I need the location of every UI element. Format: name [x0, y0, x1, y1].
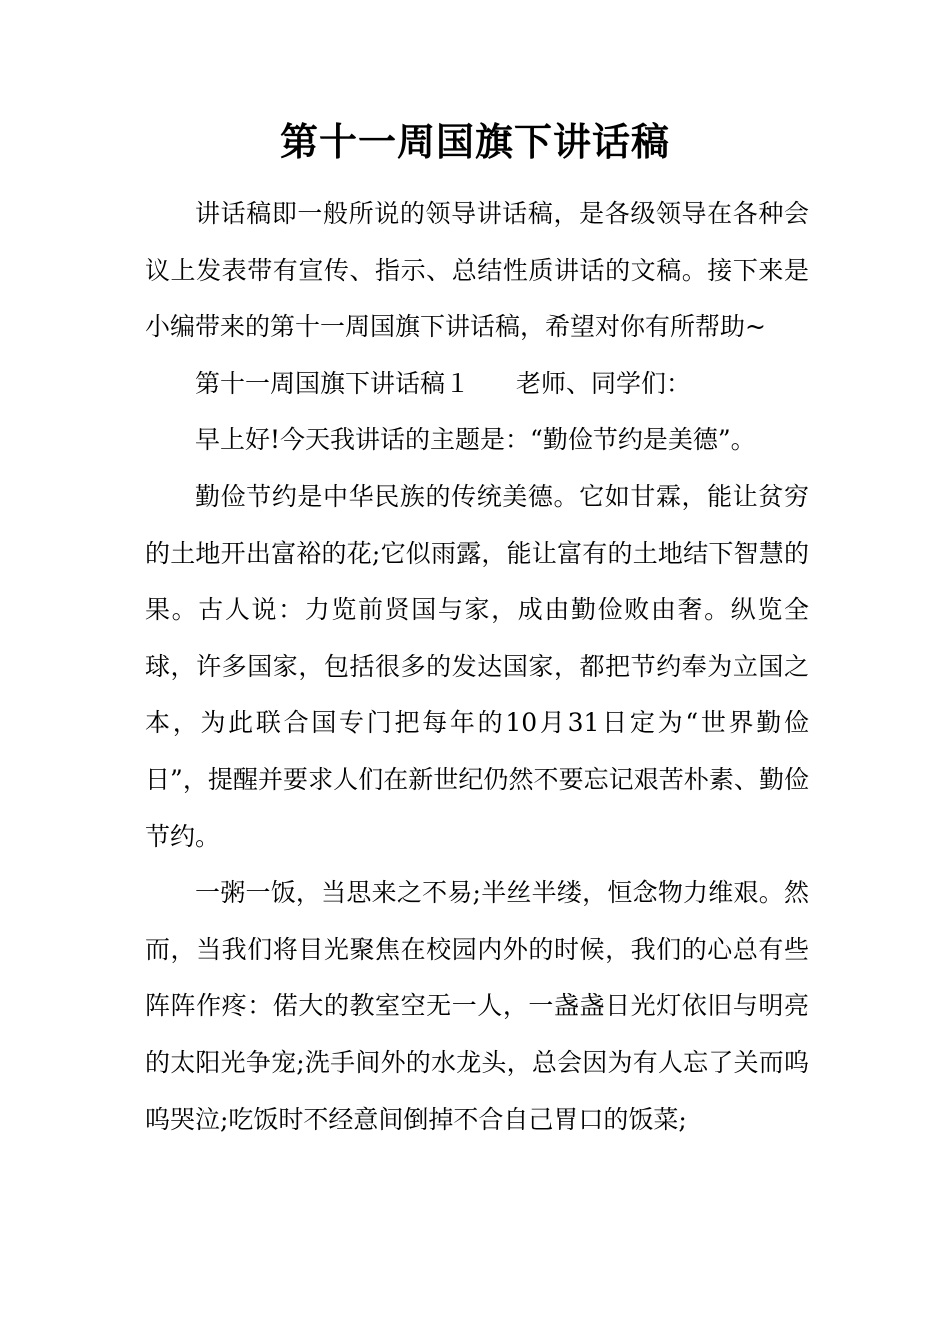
greeting-paragraph: 早上好!今天我讲话的主题是：“勤俭节约是美德”。 — [195, 425, 756, 455]
document-body — [145, 186, 809, 1148]
salutation: 老师、同学们： — [516, 368, 692, 398]
section-heading-line — [145, 356, 809, 413]
document-title: 第十一周国旗下讲话稿 — [279, 119, 670, 164]
body-paragraph-thrift: 勤俭节约是中华民族的传统美德。它如甘霖，能让贫穷的土地开出富裕的花;它似雨露，能让富有的土地结下智慧的果。古人说：力览前贤国与家，成由勤俭败由奢。纵览全球，许多国家，包括很多的发达国家，都把节约奉为立国之本，为此联合国专门把每年的10月31日定为“世界勤俭日”，提醒并要求人们在新世纪仍然不要忘记艰苦朴素、勤俭节约。 — [145, 481, 809, 851]
intro-paragraph: 讲话稿即一般所说的领导讲话稿，是各级领导在各种会议上发表带有宣传、指示、总结性质讲话的文稿。接下来是小编带来的第十一周国旗下讲话稿，希望对你有所帮助~ — [145, 199, 809, 342]
body-paragraph-waste: 一粥一饭，当思来之不易;半丝半缕，恒念物力维艰。然而，当我们将目光聚焦在校园内外的时候，我们的心总有些阵阵作疼：偌大的教室空无一人，一盏盏日光灯依旧与明亮的太阳光争宠;洗手间外的水龙头，总会因为有人忘了关而呜呜哭泣;吃饭时不经意间倒掉不合自己胃口的饭菜; — [145, 878, 809, 1134]
section-heading: 第十一周国旗下讲话稿１ — [195, 368, 471, 398]
